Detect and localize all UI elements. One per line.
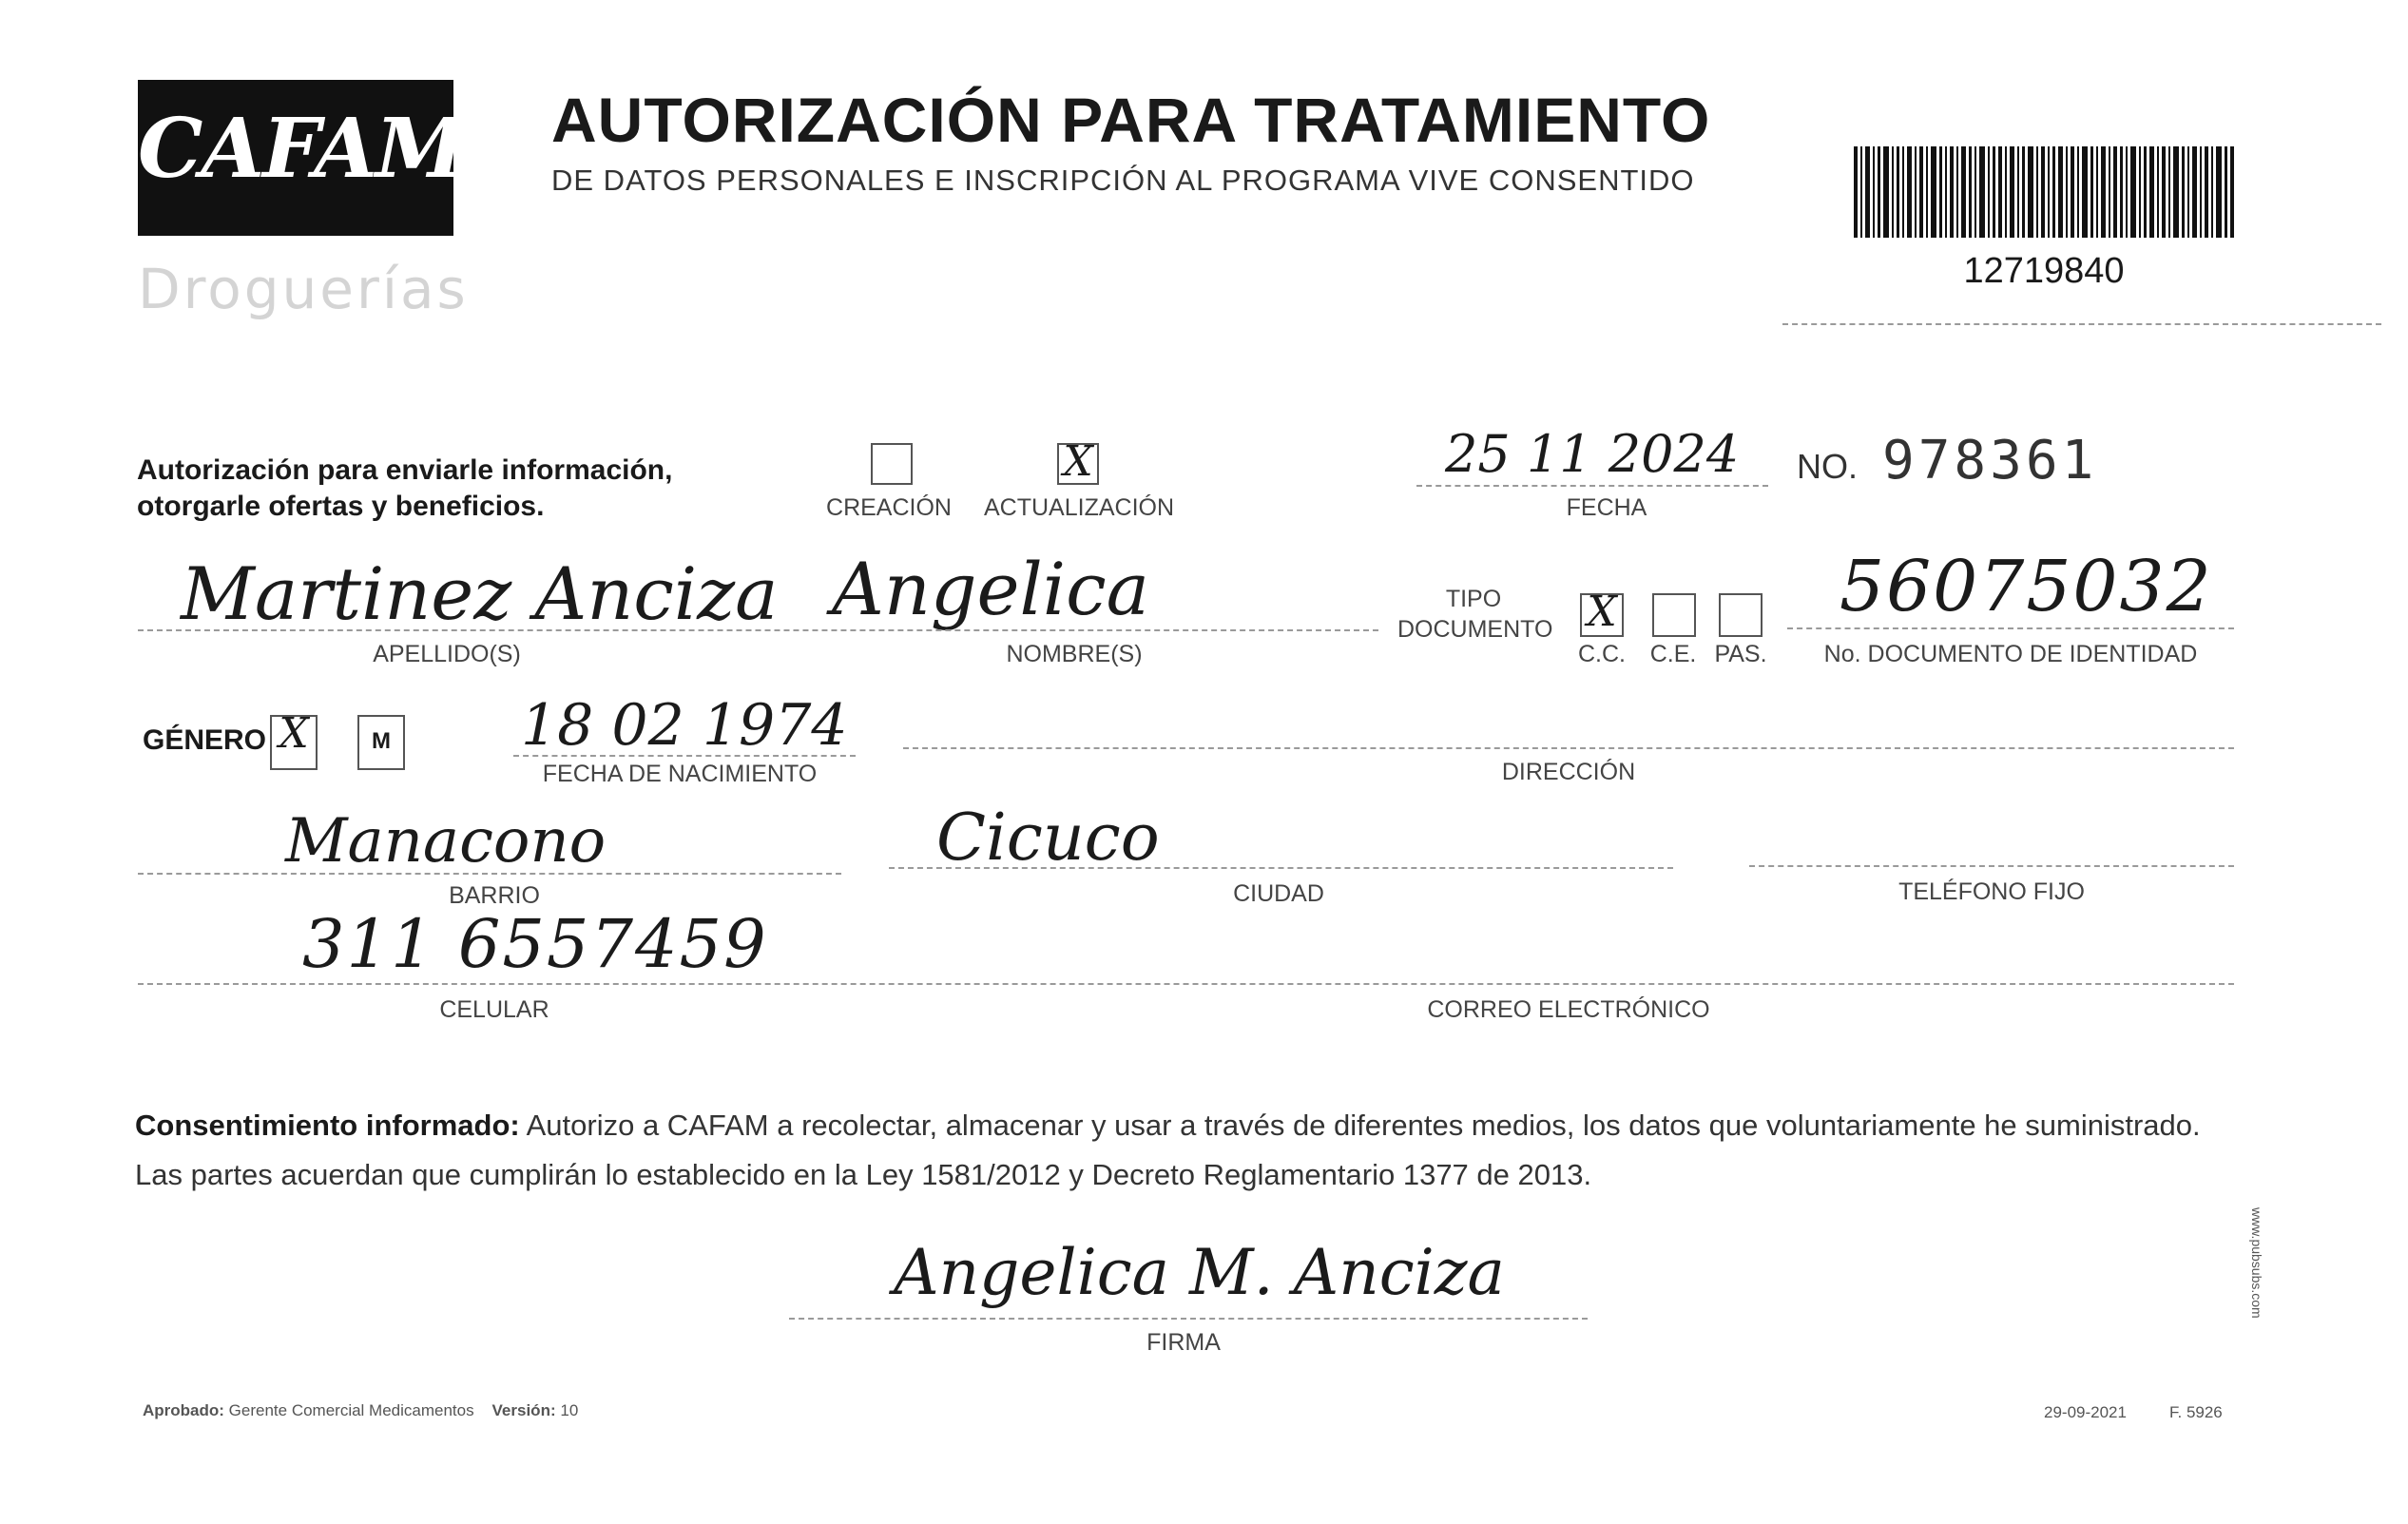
- pas-label: PAS.: [1714, 641, 1767, 667]
- celular-label: CELULAR: [439, 996, 549, 1023]
- consent-paragraph: [135, 1101, 2255, 1200]
- form-title: AUTORIZACIÓN PARA TRATAMIENTO: [551, 85, 1711, 155]
- signature-value: Angelica M. Anciza: [894, 1236, 1505, 1309]
- nombres-value: Angelica: [832, 547, 1149, 631]
- logo-text: CAFAM: [138, 101, 465, 197]
- barrio-label: BARRIO: [449, 882, 540, 909]
- cc-label: C.C.: [1578, 641, 1626, 667]
- genero-m-checkbox[interactable]: [357, 715, 405, 770]
- cc-checkbox[interactable]: [1580, 588, 1624, 637]
- nacimiento-line: [513, 755, 856, 757]
- cafam-logo: [138, 80, 465, 236]
- form-subtitle: DE DATOS PERSONALES E INSCRIPCIÓN AL PROGRAMA VIVE CONSENTIDO: [551, 164, 1695, 197]
- consent-line-1: [135, 1101, 2255, 1150]
- apellidos-value: Martinez Anciza: [181, 551, 779, 636]
- contact-line: [138, 983, 2234, 985]
- logo-subtitle: Droguerías: [138, 257, 469, 321]
- nombre-line: [138, 629, 1378, 631]
- header-divider: [1782, 323, 2381, 325]
- footer-date: 29-09-2021: [2044, 1403, 2127, 1421]
- pas-checkbox[interactable]: [1719, 593, 1763, 637]
- genero-f-mark: X: [279, 709, 309, 758]
- telefono-line: [1749, 865, 2234, 867]
- genero-label: GÉNERO: [143, 724, 267, 756]
- genero-f-checkbox[interactable]: [270, 709, 318, 770]
- telefono-label: TELÉFONO FIJO: [1898, 878, 2085, 905]
- fecha-value: 25 11 2024: [1445, 424, 1740, 484]
- signature-line: [789, 1318, 1588, 1320]
- nacimiento-label: FECHA DE NACIMIENTO: [542, 761, 818, 787]
- documento-label: No. DOCUMENTO DE IDENTIDAD: [1823, 641, 2198, 667]
- aprobado-value: Gerente Comercial Medicamentos: [228, 1401, 474, 1419]
- barcode-icon: [1854, 146, 2234, 238]
- form-number: 978361: [1882, 430, 2098, 492]
- documento-value: 56075032: [1840, 546, 2213, 627]
- number-label: NO.: [1797, 447, 1859, 486]
- actualizacion-label: ACTUALIZACIÓN: [984, 494, 1175, 521]
- documento-line: [1787, 627, 2234, 629]
- documento-type-label: DOCUMENTO: [1397, 616, 1553, 643]
- signature-label: FIRMA: [1146, 1329, 1221, 1356]
- creacion-label: CREACIÓN: [826, 494, 952, 521]
- version-label: Versión:: [491, 1401, 556, 1419]
- nombres-label: NOMBRE(S): [1006, 641, 1143, 667]
- version-value: 10: [560, 1401, 579, 1419]
- tipo-label: TIPO: [1445, 586, 1502, 612]
- ciudad-label: CIUDAD: [1233, 880, 1324, 907]
- celular-value: 311 6557459: [302, 905, 768, 983]
- ce-checkbox[interactable]: [1652, 593, 1696, 637]
- ciudad-value: Cicuco: [936, 801, 1160, 876]
- authorization-line-2: otorgarle ofertas y beneficios.: [137, 491, 545, 522]
- authorization-line-1: Autorización para enviarle información,: [137, 454, 673, 486]
- correo-label: CORREO ELECTRÓNICO: [1427, 996, 1710, 1023]
- actualizacion-mark: X: [1063, 437, 1093, 486]
- consent-heading: Consentimiento informado:: [135, 1109, 520, 1142]
- cc-mark: X: [1587, 588, 1617, 636]
- footer-code: F. 5926: [2169, 1403, 2223, 1421]
- ce-label: C.E.: [1649, 641, 1697, 667]
- direccion-label: DIRECCIÓN: [1501, 759, 1636, 785]
- barrio-line: [138, 873, 841, 875]
- barcode-number: 12719840: [1963, 251, 2125, 291]
- apellidos-label: APELLIDO(S): [373, 641, 521, 667]
- creacion-checkbox[interactable]: [871, 443, 913, 485]
- footer-approved: [143, 1401, 578, 1420]
- consent-text-1: Autorizo a CAFAM a recolectar, almacenar y usar a través de diferentes medios, los datos que voluntariamente he suministrado.: [519, 1109, 2201, 1142]
- direccion-line: [903, 747, 2234, 749]
- aprobado-label: Aprobado:: [143, 1401, 224, 1419]
- fecha-line: [1416, 485, 1768, 487]
- actualizacion-checkbox[interactable]: [1057, 437, 1099, 486]
- nacimiento-value: 18 02 1974: [521, 692, 848, 759]
- side-print-text: www.pubsubs.com: [2249, 1207, 2264, 1319]
- barrio-value: Manacono: [285, 806, 607, 877]
- genero-m-label: M: [372, 728, 391, 754]
- ciudad-line: [889, 867, 1673, 869]
- fecha-label: FECHA: [1566, 494, 1647, 521]
- consent-line-2: Las partes acuerdan que cumplirán lo establecido en la Ley 1581/2012 y Decreto Reglamentario 1377 de 2013.: [135, 1158, 1592, 1191]
